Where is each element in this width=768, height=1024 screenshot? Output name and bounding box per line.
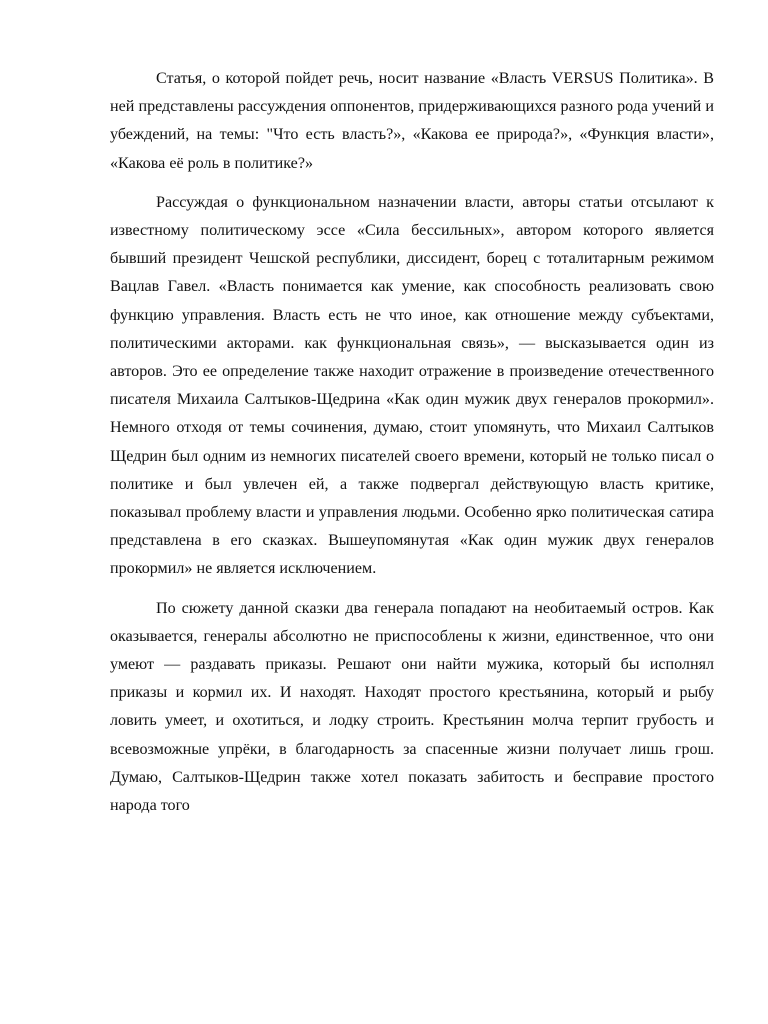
paragraph-function-of-power: Рассуждая о функциональном назначении власти, авторы статьи отсылают к известному политическому эссе «Сила бессильных», автором которого является бывший президент Чешской республики, диссидент, борец с тоталитарным режимом Вацлав Гавел. «Власть понимается как умение, как способность реализовать свою функцию управления. Власть есть не что иное, как отношение между субъектами, политическими акторами. как функциональная связь», — высказывается один из авторов. Это ее определение также находит отражение в произведение отечественного писателя Михаила Салтыков-Щедрина «Как один мужик двух генералов прокормил». Немного отходя от темы сочинения, думаю, стоит упомянуть, что Михаил Салтыков Щедрин был одним из немногих писателей своего времени, который не только писал о политике и был увлечен ей, а также подвергал действующую власть критике, показывал проблему власти и управления людьми. Особенно ярко политическая сатира представлена в его сказках. Вышеупомянутая «Как один мужик двух генералов прокормил» не является исключением. — [110, 193, 714, 578]
document-page — [110, 65, 714, 820]
paragraph-fairy-tale-plot: По сюжету данной сказки два генерала попадают на необитаемый остров. Как оказывается, генералы абсолютно не приспособлены к жизни, единственное, что они умеют — раздавать приказы. Решают они найти мужика, который бы исполнял приказы и кормил их. И находят. Находят простого крестьянина, который и рыбу ловить умеет, и охотиться, и лодку строить. Крестьянин молча терпит грубость и всевозможные упрёки, в благодарность за спасенные жизни получает лишь грош. Думаю, Салтыков-Щедрин также хотел показать забитость и бесправие простого народа того — [110, 599, 714, 815]
paragraph-intro: Статья, о которой пойдет речь, носит название «Власть VERSUS Политика». В ней представлены рассуждения оппонентов, придерживающихся разного рода учений и убеждений, на темы: "Что есть власть?», «Какова ее природа?», «Функция власти», «Какова её роль в политике?» — [110, 70, 714, 172]
